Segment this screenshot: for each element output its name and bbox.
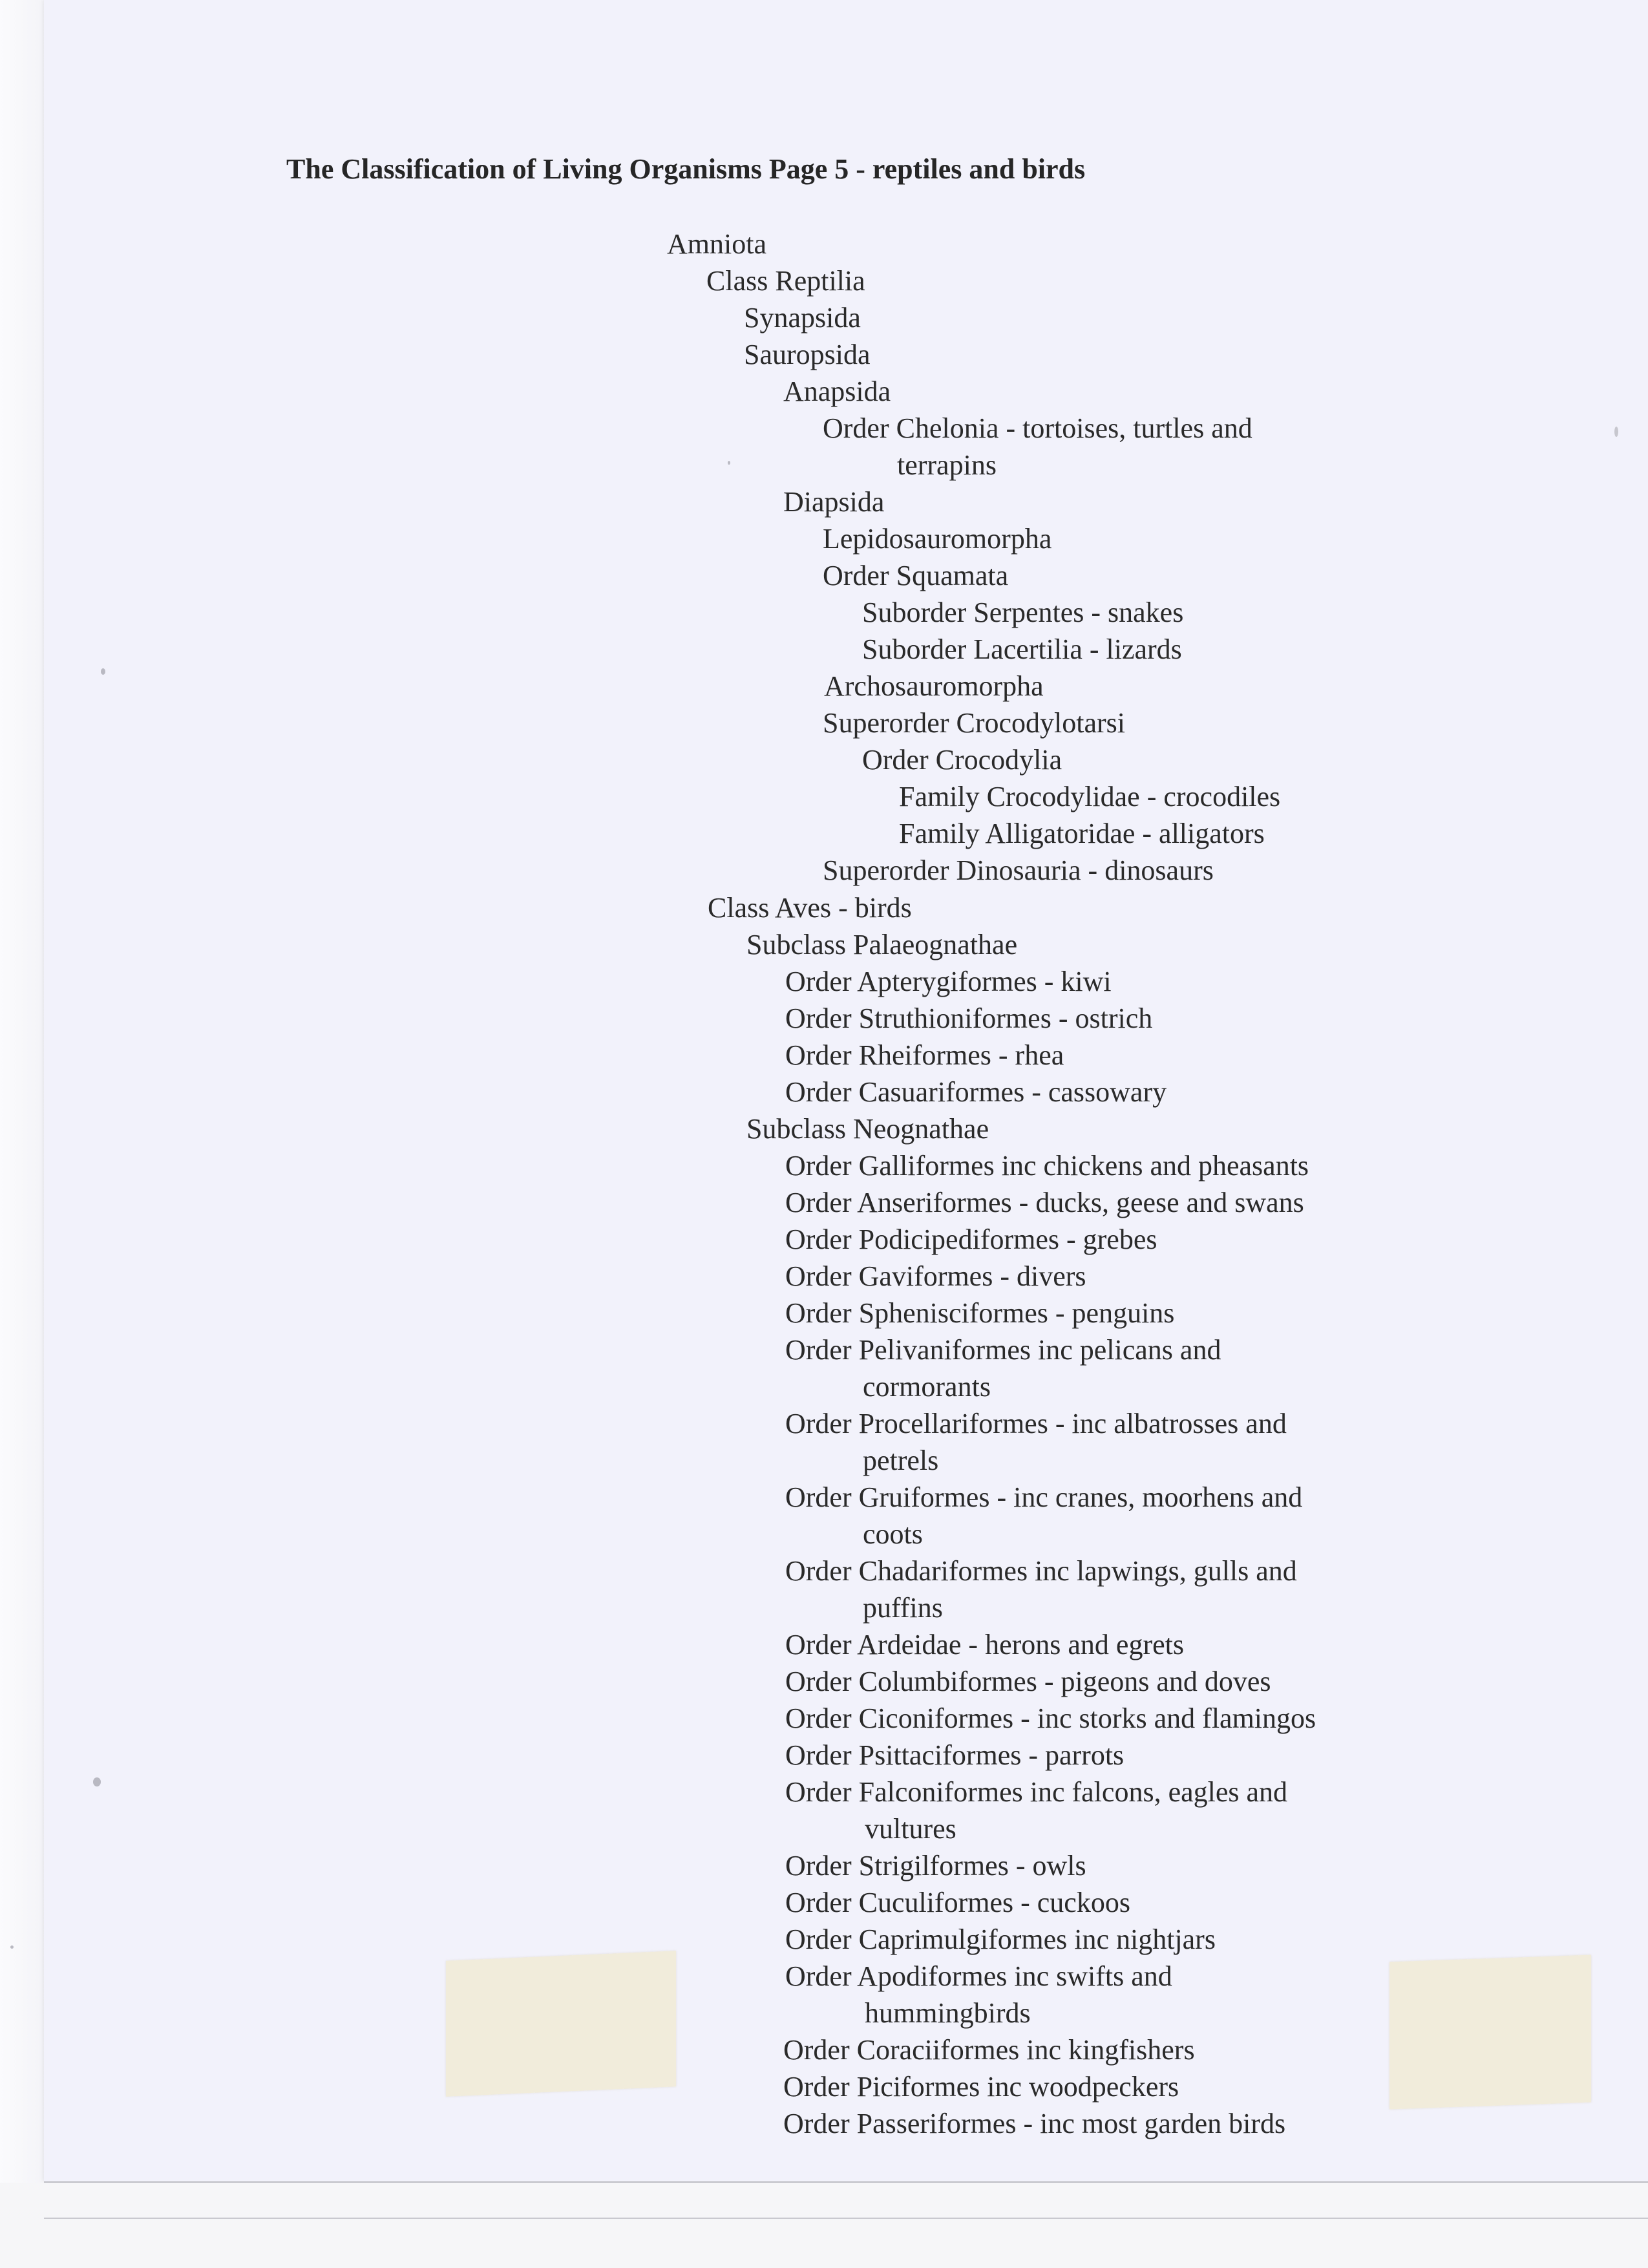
- scan-margin: [0, 0, 44, 2268]
- taxon-entry: Order Anseriformes - ducks, geese and swans: [785, 1187, 1304, 1218]
- scan-speck: [101, 668, 105, 675]
- taxon-entry: Order Apterygiformes - kiwi: [785, 966, 1112, 997]
- taxon-entry: Amniota: [667, 228, 766, 260]
- taxon-entry: Order Gaviformes - divers: [785, 1260, 1086, 1292]
- taxon-entry: Order Ciconiformes - inc storks and flamingos: [785, 1702, 1316, 1734]
- scan-speck: [1614, 427, 1618, 437]
- taxon-entry: Suborder Serpentes - snakes: [862, 597, 1184, 628]
- taxon-entry: hummingbirds: [865, 1997, 1031, 2029]
- taxon-entry: Order Procellariformes - inc albatrosses and: [785, 1408, 1287, 1439]
- taxon-entry: Order Galliformes inc chickens and pheasants: [785, 1150, 1309, 1182]
- taxon-entry: Order Casuariformes - cassowary: [785, 1076, 1167, 1108]
- taxon-entry: Order Apodiformes inc swifts and: [785, 1960, 1172, 1992]
- taxon-entry: Suborder Lacertilia - lizards: [862, 633, 1182, 665]
- taxon-entry: Order Coraciiformes inc kingfishers: [783, 2034, 1195, 2066]
- taxon-entry: Family Crocodylidae - crocodiles: [899, 781, 1281, 812]
- taxon-entry: Lepidosauromorpha: [823, 523, 1052, 555]
- taxon-entry: cormorants: [863, 1371, 991, 1403]
- page-title: The Classification of Living Organisms Page 5 - reptiles and birds: [286, 153, 1086, 185]
- taxon-entry: Order Chelonia - tortoises, turtles and: [823, 412, 1252, 444]
- taxon-entry: Subclass Palaeognathae: [746, 929, 1018, 960]
- taxon-entry: Order Falconiformes inc falcons, eagles and: [785, 1776, 1288, 1808]
- taxon-entry: Order Psittaciformes - parrots: [785, 1739, 1125, 1771]
- taxon-entry: Family Alligatoridae - alligators: [899, 818, 1265, 849]
- taxon-entry: Order Caprimulgiformes inc nightjars: [785, 1924, 1216, 1955]
- scan-bottom-margin: [0, 2183, 1648, 2268]
- taxon-entry: Order Rheiformes - rhea: [785, 1039, 1064, 1071]
- taxon-entry: Superorder Crocodylotarsi: [823, 707, 1125, 739]
- scan-speck: [728, 461, 730, 465]
- taxon-entry: Order Sphenisciformes - penguins: [785, 1297, 1175, 1329]
- taxon-entry: Order Passeriformes - inc most garden birds: [783, 2108, 1286, 2139]
- taxon-entry: coots: [863, 1518, 923, 1550]
- taxon-entry: puffins: [863, 1592, 943, 1624]
- taxon-entry: Order Piciformes inc woodpeckers: [783, 2071, 1179, 2103]
- taxon-entry: petrels: [863, 1445, 939, 1476]
- taxon-entry: Order Strigilformes - owls: [785, 1850, 1086, 1881]
- taxon-entry: Order Podicipediformes - grebes: [785, 1224, 1157, 1255]
- taxon-entry: Order Chadariformes inc lapwings, gulls and: [785, 1555, 1297, 1587]
- scan-speck: [10, 1945, 14, 1949]
- taxon-entry: Order Pelivaniformes inc pelicans and: [785, 1334, 1221, 1366]
- taxon-entry: Order Columbiformes - pigeons and doves: [785, 1666, 1271, 1697]
- taxon-entry: Sauropsida: [744, 339, 871, 370]
- taxon-entry: Order Struthioniformes - ostrich: [785, 1002, 1153, 1034]
- taxon-entry: Diapsida: [783, 486, 885, 518]
- taxon-entry: Superorder Dinosauria - dinosaurs: [823, 854, 1214, 886]
- taxon-entry: Anapsida: [783, 376, 891, 407]
- taxon-entry: Class Reptilia: [706, 265, 865, 297]
- adhesive-tape-left: [446, 1951, 676, 2097]
- taxon-entry: Archosauromorpha: [824, 670, 1044, 702]
- taxon-entry: vultures: [865, 1813, 956, 1845]
- taxon-entry: Subclass Neognathae: [746, 1113, 989, 1145]
- adhesive-tape-right: [1389, 1955, 1591, 2110]
- taxon-entry: Order Cuculiformes - cuckoos: [785, 1887, 1130, 1918]
- taxon-entry: Order Crocodylia: [862, 744, 1062, 776]
- taxon-entry: Class Aves - birds: [708, 892, 912, 924]
- taxon-entry: Order Squamata: [823, 560, 1009, 591]
- taxon-entry: Order Ardeidae - herons and egrets: [785, 1629, 1184, 1660]
- page-edge-shadow: [44, 2218, 1648, 2219]
- taxon-entry: Synapsida: [744, 302, 861, 334]
- scan-speck: [93, 1777, 101, 1786]
- taxon-entry: Order Gruiformes - inc cranes, moorhens and: [785, 1481, 1303, 1513]
- taxon-entry: terrapins: [897, 449, 997, 481]
